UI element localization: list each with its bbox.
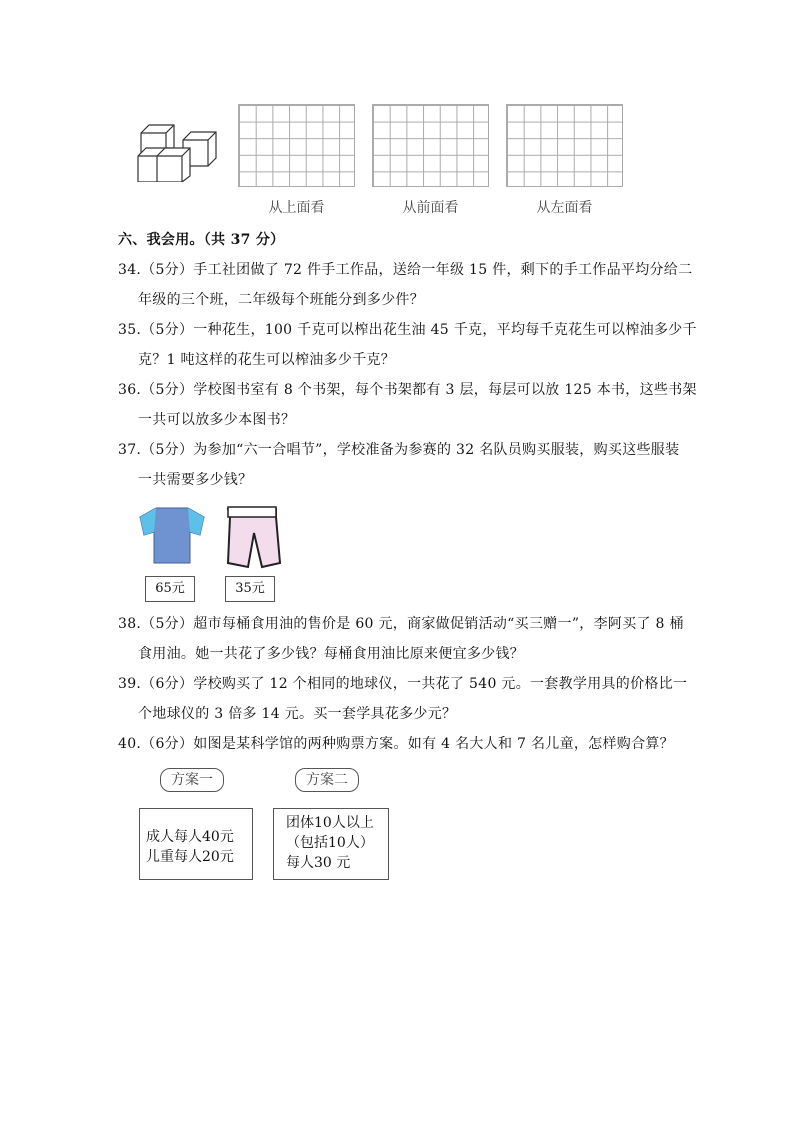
tshirt-image bbox=[138, 505, 206, 565]
plan1-label: 方案一 bbox=[160, 768, 224, 792]
plan1-line: 成人每人40元 bbox=[146, 829, 234, 845]
grid-left-view bbox=[506, 104, 623, 187]
plan1-line: 儿重每人20元 bbox=[146, 849, 234, 865]
q39-line2: 个地球仪的 3 倍多 14 元。买一套学具花多少元？ bbox=[138, 706, 457, 722]
q34-line2: 年级的三个班，二年级每个班能分到多少件？ bbox=[138, 292, 424, 308]
pants-image bbox=[220, 503, 284, 573]
q38-line1: 38.（5分）超市每桶食用油的售价是 60 元，商家做促销活动“买三赠一”，李阿买了 8 桶 bbox=[118, 616, 684, 632]
grid-top-view bbox=[238, 104, 355, 187]
q36-line1: 36.（5分）学校图书室有 8 个书架，每个书架都有 3 层，每层可以放 125 本书，这些书架 bbox=[118, 382, 697, 398]
cube-stack-figure bbox=[136, 120, 218, 182]
shirt-price-tag: 65元 bbox=[145, 576, 195, 602]
plan2-line: 每人30 元 bbox=[286, 855, 351, 871]
plan1-box bbox=[139, 808, 253, 880]
q34-line1: 34.（5分）手工社团做了 72 件手工作品，送给一年级 15 件，剩下的手工作品平均分给二 bbox=[118, 262, 693, 278]
pants-price-tag: 35元 bbox=[225, 576, 275, 602]
plan2-line: （包括10人） bbox=[286, 835, 374, 851]
q40-line1: 40.（6分）如图是某科学馆的两种购票方案。如有 4 名大人和 7 名儿童，怎样购合算？ bbox=[118, 736, 674, 752]
q37-line2: 一共需要多少钱？ bbox=[138, 472, 253, 488]
q39-line1: 39.（6分）学校购买了 12 个相同的地球仪，一共花了 540 元。一套教学用具的价格比一 bbox=[118, 676, 688, 692]
caption-left: 从左面看 bbox=[536, 200, 593, 216]
caption-front: 从前面看 bbox=[402, 200, 459, 216]
plan2-box bbox=[273, 808, 389, 880]
caption-top: 从上面看 bbox=[268, 200, 325, 216]
q37-line1: 37.（5分）为参加“六一合唱节”，学校准备为参赛的 32 名队员购买服装，购买这些服装 bbox=[118, 442, 680, 458]
q35-line1: 35.（5分）一种花生，100 千克可以榨出花生油 45 千克，平均每千克花生可以榨油多少千 bbox=[118, 322, 697, 338]
q36-line2: 一共可以放多少本图书？ bbox=[138, 412, 296, 428]
q35-line2: 克？1 吨这样的花生可以榨油多少千克？ bbox=[138, 352, 396, 368]
plan2-line: 团体10人以上 bbox=[286, 815, 374, 831]
plan2-label: 方案二 bbox=[295, 768, 359, 792]
q38-line2: 食用油。她一共花了多少钱？每桶食用油比原来便宜多少钱？ bbox=[138, 646, 525, 662]
section-title: 六、我会用。（共 37 分） bbox=[118, 232, 285, 248]
grid-front-view bbox=[372, 104, 489, 187]
